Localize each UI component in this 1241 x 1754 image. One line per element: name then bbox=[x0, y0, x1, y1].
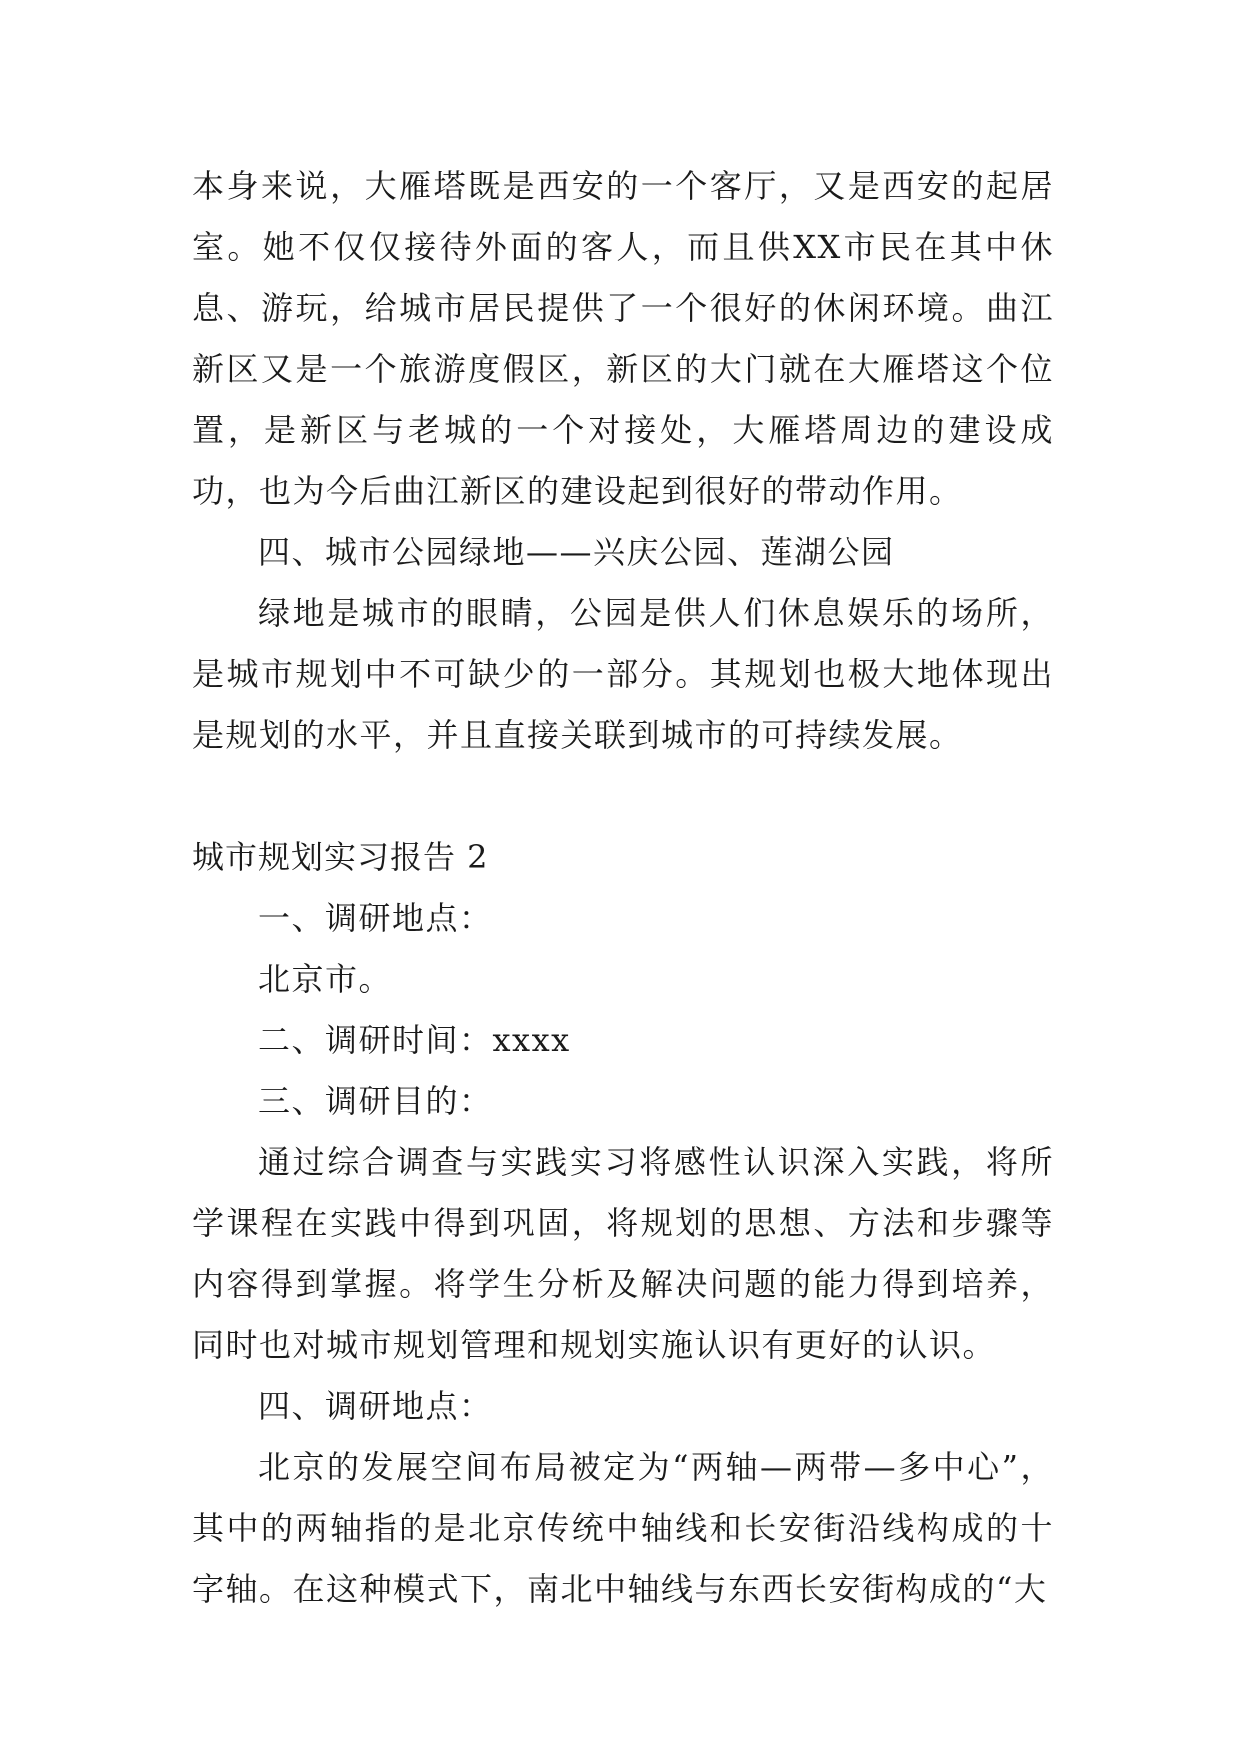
paragraph-location-heading-2: 四、调研地点： bbox=[258, 1387, 493, 1425]
paragraph-park-heading: 四、城市公园绿地——兴庆公园、莲湖公园 bbox=[258, 533, 895, 571]
section-spacer bbox=[192, 766, 1054, 827]
paragraph-time: 二、调研时间：xxxx bbox=[258, 1021, 571, 1059]
paragraph-purpose: 通过综合调查与实践实习将感性认识深入实践，将所学课程在实践中得到巩固，将规划的思想、方法和步骤等内容得到掌握。将学生分析及解决问题的能力得到培养，同时也对城市规划管理和规划实施认识有更好的认识。 bbox=[192, 1143, 1054, 1364]
paragraph-beijing-layout: 北京的发展空间布局被定为“两轴—两带—多中心”，其中的两轴指的是北京传统中轴线和长安街沿线构成的十字轴。在这种模式下，南北中轴线与东西长安街构成的“大 bbox=[192, 1448, 1054, 1608]
paragraph-purpose-heading: 三、调研目的： bbox=[258, 1082, 493, 1120]
paragraph-location-heading: 一、调研地点： bbox=[258, 899, 493, 937]
paragraph-dayanta: 本身来说，大雁塔既是西安的一个客厅，又是西安的起居室。她不仅仅接待外面的客人，而且供XX市民在其中休息、游玩，给城市居民提供了一个很好的休闲环境。曲江新区又是一个旅游度假区，新区的大门就在大雁塔这个位置，是新区与老城的一个对接处，大雁塔周边的建设成功，也为今后曲江新区的建设起到很好的带动作用。 bbox=[192, 167, 1054, 510]
section-title: 城市规划实习报告 2 bbox=[192, 838, 489, 876]
paragraph-greenland: 绿地是城市的眼睛，公园是供人们休息娱乐的场所，是城市规划中不可缺少的一部分。其规划也极大地体现出是规划的水平，并且直接关联到城市的可持续发展。 bbox=[192, 594, 1054, 754]
document-body bbox=[192, 156, 1054, 1620]
paragraph-location: 北京市。 bbox=[258, 960, 393, 998]
